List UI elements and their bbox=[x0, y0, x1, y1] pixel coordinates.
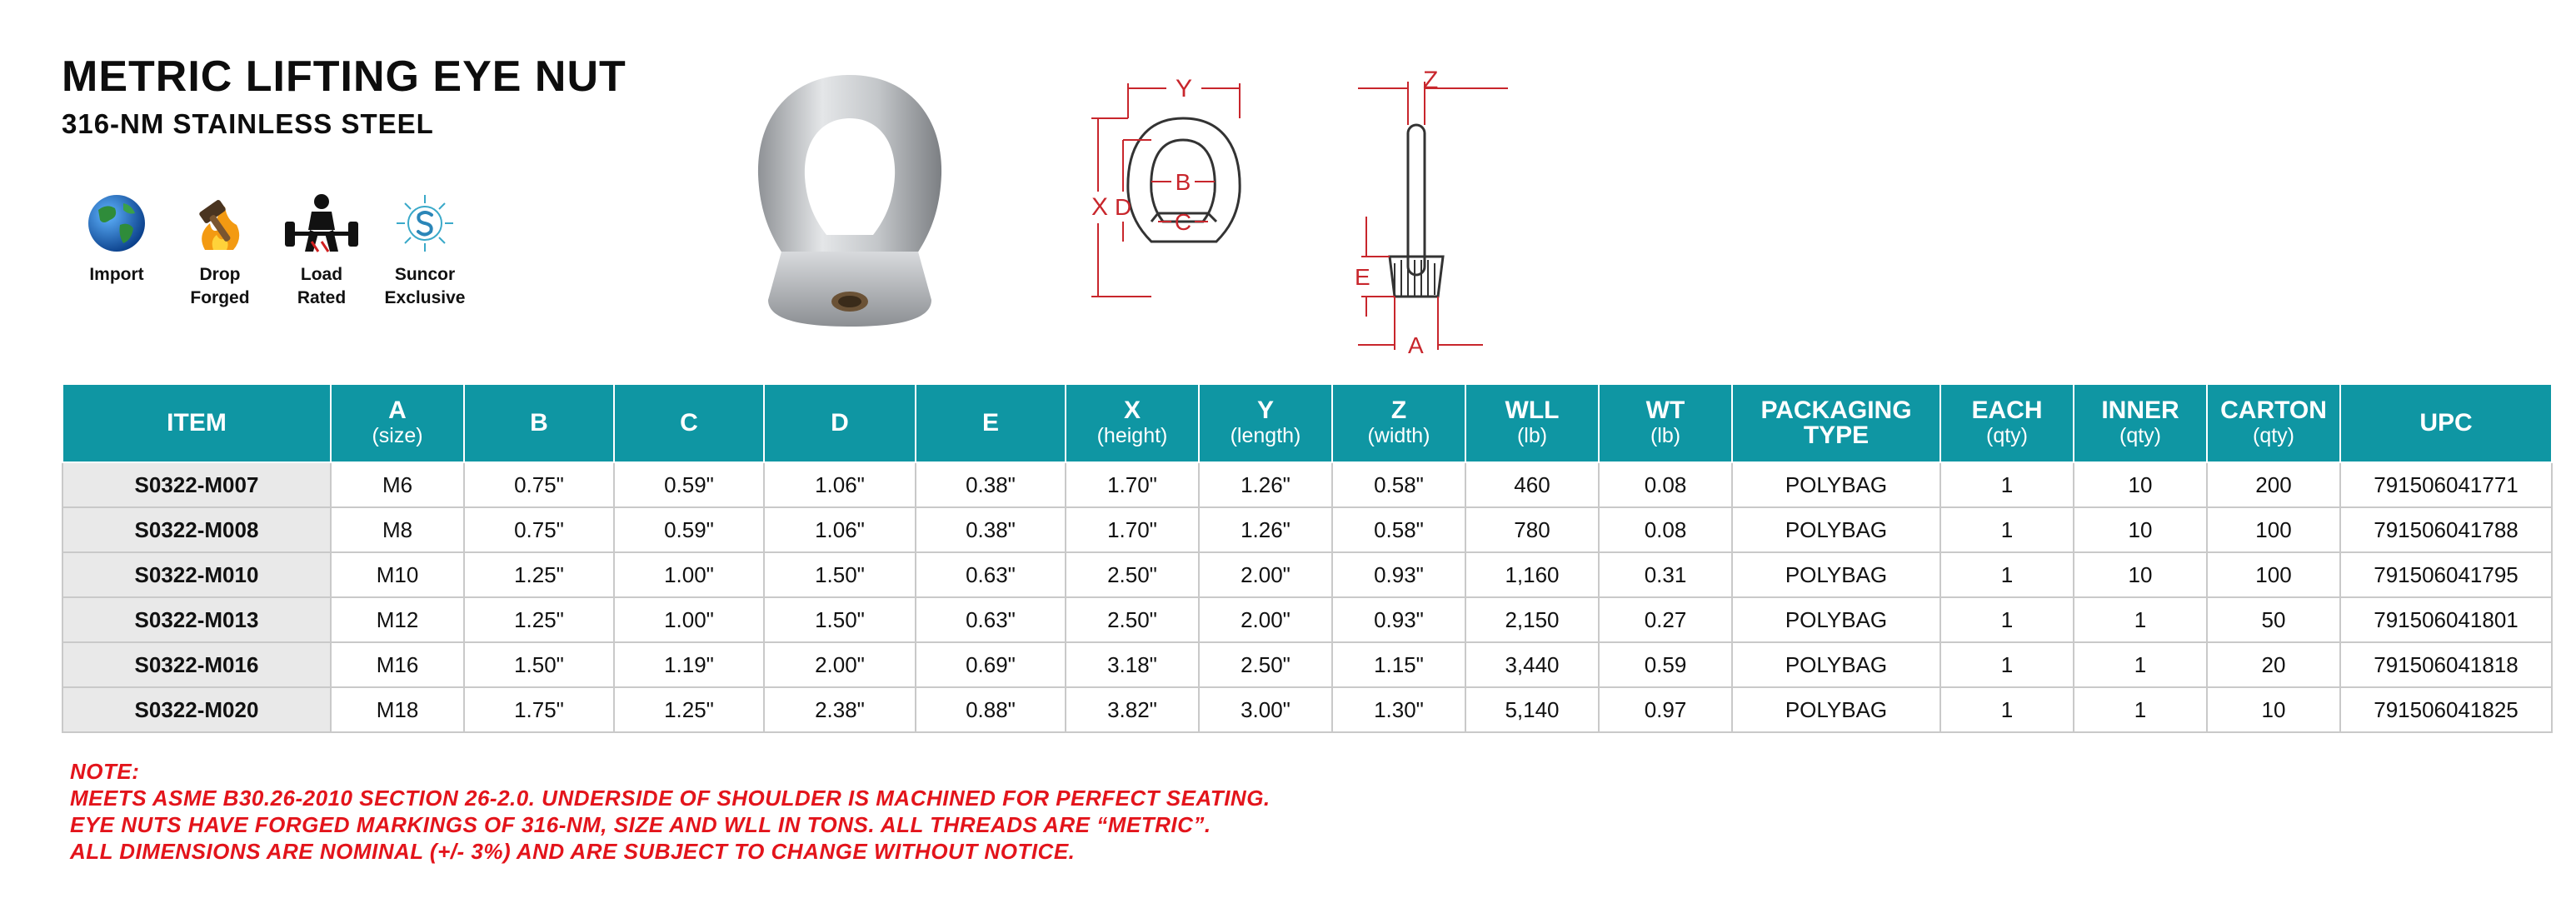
column-header-sublabel: (length) bbox=[1230, 424, 1301, 447]
column-header-sublabel: (qty) bbox=[2119, 424, 2161, 447]
page-title: METRIC LIFTING EYE NUT bbox=[62, 52, 627, 101]
column-header-sublabel: TYPE bbox=[1803, 422, 1870, 449]
table-row bbox=[62, 687, 2552, 732]
column-header-label: INNER bbox=[2101, 397, 2179, 424]
table-body bbox=[62, 462, 2552, 732]
column-header bbox=[1465, 384, 1599, 462]
table-cell: 0.31 bbox=[1599, 552, 1732, 597]
table-cell: 1.30" bbox=[1332, 687, 1465, 732]
column-header bbox=[1940, 384, 2074, 462]
column-header bbox=[916, 384, 1066, 462]
note-heading: NOTE: bbox=[70, 759, 140, 784]
badge-suncor-exclusive bbox=[375, 192, 475, 310]
badge-import bbox=[67, 192, 167, 287]
table-cell: 460 bbox=[1465, 462, 1599, 507]
table-cell: 2.50" bbox=[1199, 642, 1332, 687]
table-cell: M12 bbox=[331, 597, 464, 642]
item-number-cell: S0322-M008 bbox=[62, 507, 331, 552]
table-cell: 0.63" bbox=[916, 552, 1066, 597]
table-cell: POLYBAG bbox=[1732, 462, 1940, 507]
table-cell: 1.25" bbox=[464, 552, 614, 597]
table-cell: 2.00" bbox=[764, 642, 916, 687]
table-row bbox=[62, 507, 2552, 552]
column-header-sublabel: (qty) bbox=[1986, 424, 2028, 447]
suncor-logo-icon bbox=[393, 192, 457, 255]
column-header bbox=[1332, 384, 1465, 462]
table-cell: 0.59 bbox=[1599, 642, 1732, 687]
column-header-label: Z bbox=[1390, 397, 1407, 424]
note-block bbox=[70, 758, 1271, 865]
table-cell: 1.50" bbox=[764, 552, 916, 597]
table-cell: 1 bbox=[1940, 552, 2074, 597]
table-cell: 1 bbox=[1940, 687, 2074, 732]
table-cell: 791506041818 bbox=[2340, 642, 2552, 687]
table-cell: 1.00" bbox=[614, 597, 764, 642]
table-cell: 0.93" bbox=[1332, 597, 1465, 642]
table-cell: M18 bbox=[331, 687, 464, 732]
table-cell: 100 bbox=[2207, 552, 2340, 597]
table-cell: POLYBAG bbox=[1732, 687, 1940, 732]
item-number-cell: S0322-M007 bbox=[62, 462, 331, 507]
table-cell: 1.26" bbox=[1199, 507, 1332, 552]
globe-icon bbox=[85, 192, 148, 255]
table-header-row bbox=[62, 384, 2552, 462]
column-header-sublabel: (size) bbox=[372, 424, 423, 447]
table-cell: 100 bbox=[2207, 507, 2340, 552]
column-header bbox=[1732, 384, 1940, 462]
item-number-cell: S0322-M010 bbox=[62, 552, 331, 597]
table-cell: 0.08 bbox=[1599, 507, 1732, 552]
table-cell: 1.19" bbox=[614, 642, 764, 687]
table-cell: 0.58" bbox=[1332, 507, 1465, 552]
table-cell: 1 bbox=[1940, 462, 2074, 507]
dim-label-b: B bbox=[1175, 169, 1191, 195]
table-cell: 2.50" bbox=[1066, 597, 1199, 642]
dim-label-d: D bbox=[1115, 194, 1132, 220]
item-number-cell: S0322-M013 bbox=[62, 597, 331, 642]
table-cell: 1.00" bbox=[614, 552, 764, 597]
table-cell: 2.50" bbox=[1066, 552, 1199, 597]
table-cell: 1.70" bbox=[1066, 462, 1199, 507]
table-cell: POLYBAG bbox=[1732, 597, 1940, 642]
hammer-flame-icon bbox=[188, 192, 252, 255]
table-cell: M10 bbox=[331, 552, 464, 597]
column-header bbox=[2340, 384, 2552, 462]
table-cell: 780 bbox=[1465, 507, 1599, 552]
table-cell: 3.82" bbox=[1066, 687, 1199, 732]
dim-label-z: Z bbox=[1423, 67, 1439, 94]
table-cell: 0.88" bbox=[916, 687, 1066, 732]
table-cell: 1.50" bbox=[764, 597, 916, 642]
column-header bbox=[1599, 384, 1732, 462]
table-cell: 3.00" bbox=[1199, 687, 1332, 732]
column-header-label: CARTON bbox=[2220, 397, 2327, 424]
column-header-sublabel: (qty) bbox=[2253, 424, 2294, 447]
dim-label-a: A bbox=[1408, 332, 1424, 358]
dim-label-x: X bbox=[1091, 193, 1109, 221]
table-cell: 791506041788 bbox=[2340, 507, 2552, 552]
note-line-3: ALL DIMENSIONS ARE NOMINAL (+/- 3%) AND ARE SUBJECT TO CHANGE WITHOUT NOTICE. bbox=[70, 839, 1076, 864]
dim-label-y: Y bbox=[1175, 75, 1193, 102]
table-cell: 791506041771 bbox=[2340, 462, 2552, 507]
table-cell: 0.59" bbox=[614, 507, 764, 552]
column-header bbox=[614, 384, 764, 462]
column-header-sublabel: (width) bbox=[1367, 424, 1430, 447]
table-cell: 20 bbox=[2207, 642, 2340, 687]
column-header-sublabel: (lb) bbox=[1650, 424, 1681, 447]
table-cell: 10 bbox=[2207, 687, 2340, 732]
table-cell: 0.93" bbox=[1332, 552, 1465, 597]
column-header-label: EACH bbox=[1971, 397, 2043, 424]
table-cell: 1.06" bbox=[764, 507, 916, 552]
column-header bbox=[1066, 384, 1199, 462]
table-cell: 1.75" bbox=[464, 687, 614, 732]
table-cell: 1.70" bbox=[1066, 507, 1199, 552]
column-header-label: D bbox=[831, 409, 849, 437]
table-cell: 1.06" bbox=[764, 462, 916, 507]
table-cell: 0.59" bbox=[614, 462, 764, 507]
table-row bbox=[62, 462, 2552, 507]
column-header-label: ITEM bbox=[167, 409, 227, 437]
column-header-label: A bbox=[388, 397, 407, 424]
column-header-label: E bbox=[981, 409, 999, 437]
table-cell: 0.63" bbox=[916, 597, 1066, 642]
column-header bbox=[62, 384, 331, 462]
badge-load-rated bbox=[272, 192, 372, 310]
column-header bbox=[464, 384, 614, 462]
table-cell: 2.00" bbox=[1199, 552, 1332, 597]
column-header-label: B bbox=[530, 409, 548, 437]
column-header bbox=[764, 384, 916, 462]
column-header-label: Y bbox=[1256, 397, 1274, 424]
table-cell: POLYBAG bbox=[1732, 642, 1940, 687]
weightlifter-icon bbox=[282, 192, 362, 255]
column-header-label: WT bbox=[1645, 397, 1685, 424]
table-cell: 0.75" bbox=[464, 462, 614, 507]
column-header bbox=[2074, 384, 2207, 462]
table-cell: 1 bbox=[2074, 642, 2207, 687]
item-number-cell: S0322-M016 bbox=[62, 642, 331, 687]
table-cell: 1 bbox=[1940, 642, 2074, 687]
column-header-label: C bbox=[680, 409, 698, 437]
column-header-label: PACKAGING bbox=[1760, 397, 1912, 424]
table-cell: 0.27 bbox=[1599, 597, 1732, 642]
dim-label-e: E bbox=[1355, 264, 1370, 290]
table-cell: 1.50" bbox=[464, 642, 614, 687]
note-line-2: EYE NUTS HAVE FORGED MARKINGS OF 316-NM, SIZE AND WLL IN TONS. ALL THREADS ARE “METRIC”. bbox=[70, 812, 1211, 837]
table-cell: 1.15" bbox=[1332, 642, 1465, 687]
badge-drop-forged bbox=[170, 192, 270, 310]
badge-suncor-label-2: Exclusive bbox=[384, 288, 466, 307]
eye-nut-product-image bbox=[733, 67, 966, 333]
badge-load-label-2: Rated bbox=[297, 288, 347, 307]
table-cell: 3,440 bbox=[1465, 642, 1599, 687]
table-cell: 0.38" bbox=[916, 507, 1066, 552]
column-header-label: WLL bbox=[1505, 397, 1560, 424]
table-cell: 791506041825 bbox=[2340, 687, 2552, 732]
table-cell: 2.38" bbox=[764, 687, 916, 732]
table-cell: 0.38" bbox=[916, 462, 1066, 507]
table-cell: 0.97 bbox=[1599, 687, 1732, 732]
table-cell: 1 bbox=[1940, 507, 2074, 552]
table-cell: POLYBAG bbox=[1732, 552, 1940, 597]
page-subtitle: 316-NM STAINLESS STEEL bbox=[62, 108, 434, 139]
table-cell: 1.25" bbox=[614, 687, 764, 732]
column-header-label: UPC bbox=[2419, 409, 2473, 437]
table-cell: 1.25" bbox=[464, 597, 614, 642]
table-cell: POLYBAG bbox=[1732, 507, 1940, 552]
table-cell: 5,140 bbox=[1465, 687, 1599, 732]
column-header bbox=[2207, 384, 2340, 462]
column-header bbox=[1199, 384, 1332, 462]
item-number-cell: S0322-M020 bbox=[62, 687, 331, 732]
badge-load-label-1: Load bbox=[300, 265, 343, 284]
table-cell: 10 bbox=[2074, 552, 2207, 597]
table-cell: 791506041801 bbox=[2340, 597, 2552, 642]
table-cell: 1.26" bbox=[1199, 462, 1332, 507]
table-cell: 50 bbox=[2207, 597, 2340, 642]
table-row bbox=[62, 552, 2552, 597]
table-cell: 10 bbox=[2074, 507, 2207, 552]
table-row bbox=[62, 642, 2552, 687]
table-cell: M8 bbox=[331, 507, 464, 552]
badge-drop-label-1: Drop bbox=[199, 265, 241, 284]
column-header-label: X bbox=[1123, 397, 1141, 424]
table-cell: M16 bbox=[331, 642, 464, 687]
table-cell: 2,150 bbox=[1465, 597, 1599, 642]
table-cell: 1 bbox=[2074, 597, 2207, 642]
table-cell: 0.58" bbox=[1332, 462, 1465, 507]
table-cell: 1 bbox=[1940, 597, 2074, 642]
column-header bbox=[331, 384, 464, 462]
table-cell: 200 bbox=[2207, 462, 2340, 507]
column-header-sublabel: (lb) bbox=[1516, 424, 1548, 447]
badge-import-label: Import bbox=[89, 265, 144, 284]
note-line-1: MEETS ASME B30.26-2010 SECTION 26-2.0. UNDERSIDE OF SHOULDER IS MACHINED FOR PERFECT SEATING. bbox=[70, 786, 1271, 811]
table-cell: 0.08 bbox=[1599, 462, 1732, 507]
table-cell: 10 bbox=[2074, 462, 2207, 507]
badge-drop-label-2: Forged bbox=[190, 288, 250, 307]
column-header-sublabel: (height) bbox=[1096, 424, 1168, 447]
table-cell: 1,160 bbox=[1465, 552, 1599, 597]
dimension-diagram bbox=[1091, 67, 1525, 367]
table-row bbox=[62, 597, 2552, 642]
table-cell: 791506041795 bbox=[2340, 552, 2552, 597]
table-cell: M6 bbox=[331, 462, 464, 507]
dim-label-c: C bbox=[1174, 209, 1192, 235]
feature-badges bbox=[67, 192, 483, 333]
spec-table bbox=[62, 383, 2553, 733]
table-cell: 0.69" bbox=[916, 642, 1066, 687]
table-cell: 1 bbox=[2074, 687, 2207, 732]
table-cell: 3.18" bbox=[1066, 642, 1199, 687]
badge-suncor-label-1: Suncor bbox=[394, 265, 456, 284]
table-cell: 0.75" bbox=[464, 507, 614, 552]
table-cell: 2.00" bbox=[1199, 597, 1332, 642]
